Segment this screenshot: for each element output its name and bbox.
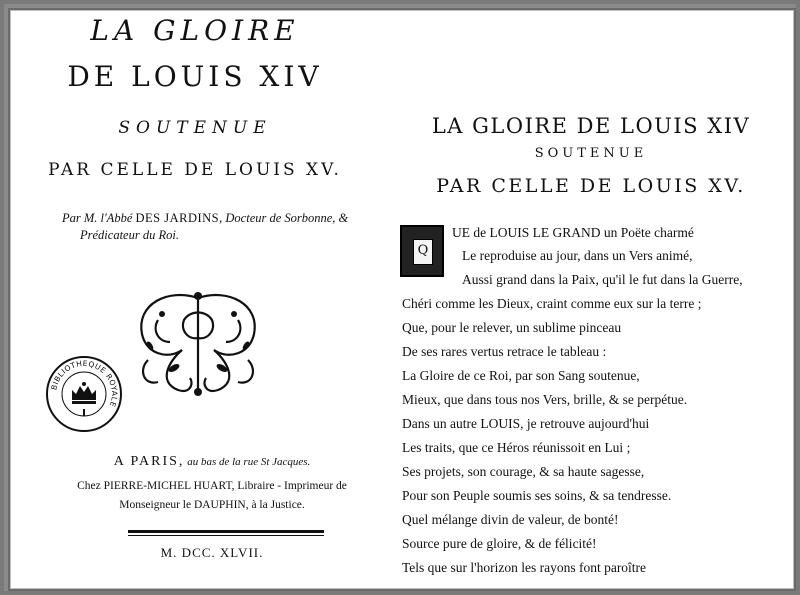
verse-line: Pour son Peuple soumis ses soins, & sa tendresse. — [402, 488, 672, 503]
verse-line: Chéri comme les Dieux, craint comme eux sur la terre ; — [402, 296, 702, 311]
verse-line: Source pure de gloire, & de félicité! — [402, 536, 597, 551]
drop-cap-letter: Q — [413, 239, 433, 265]
printer-line-2: Monseigneur le DAUPHIN, à la Justice. — [119, 499, 305, 511]
double-rule — [128, 530, 324, 533]
verse-line: Tels que sur l'horizon les rayons font paroître — [402, 560, 647, 575]
verse-line: Quel mélange divin de valeur, de bonté! — [402, 512, 619, 527]
imprint-street: au bas de la rue St Jacques. — [184, 456, 311, 468]
printer-line-1: Chez PIERRE-MICHEL HUART, Libraire - Imprimeur de — [77, 480, 347, 492]
double-rule-thin — [128, 535, 324, 536]
verse-line: Mieux, que dans tous nos Vers, brille, & se perpétue. — [402, 392, 688, 407]
verse-line: Que, pour le relever, un sublime pinceau — [402, 320, 622, 335]
author-name: DES JARDINS — [135, 211, 220, 225]
publication-date: M. DCC. XLVII. — [160, 545, 264, 560]
poem-heading-1: LA GLOIRE DE LOUIS XIV — [431, 114, 751, 138]
subtitle: SOUTENUE — [118, 118, 272, 138]
verse-line: De ses rares vertus retrace le tableau : — [402, 344, 607, 359]
subtitle-2: PAR CELLE DE LOUIS XV. — [48, 160, 342, 180]
imprint-city-line — [62, 454, 362, 470]
title-page — [10, 10, 380, 589]
title-line-1: LA GLOIRE — [90, 14, 300, 47]
stamp-text: BIBLIOTHEQUE ROYALE — [49, 358, 120, 409]
poem-page — [388, 10, 794, 589]
poem-heading-3: PAR CELLE DE LOUIS XV. — [436, 175, 746, 197]
book-spread — [8, 8, 796, 591]
verse-line: Le reproduise au jour, dans un Vers animé, — [462, 248, 693, 263]
fleuron-ornament-icon — [128, 290, 268, 400]
author-prefix: Par M. l'Abbé — [62, 211, 136, 225]
library-stamp-icon — [44, 354, 124, 434]
verse-line: La Gloire de ce Roi, par son Sang soutenue, — [402, 368, 640, 383]
verse-line: Ses projets, son courage, & sa haute sagesse, — [402, 464, 645, 479]
verse-line: Les traits, que ce Héros réunissoit en Lui ; — [402, 440, 631, 455]
poem-heading-2: SOUTENUE — [534, 146, 648, 161]
author-suffix: , Docteur de Sorbonne, & — [219, 211, 349, 225]
verse-line: UE de LOUIS LE GRAND un Poëte charmé — [452, 225, 694, 240]
verse-line: Aussi grand dans la Paix, qu'il le fut dans la Guerre, — [462, 272, 743, 287]
verse-line: Dans un autre LOUIS, je retrouve aujourd'hui — [402, 416, 650, 431]
title-line-2: DE LOUIS XIV — [67, 60, 323, 93]
imprint-city: A PARIS, — [113, 454, 185, 469]
author-line-2: Prédicateur du Roi. — [80, 228, 179, 242]
drop-cap-icon — [400, 225, 444, 277]
author-block — [62, 210, 362, 244]
